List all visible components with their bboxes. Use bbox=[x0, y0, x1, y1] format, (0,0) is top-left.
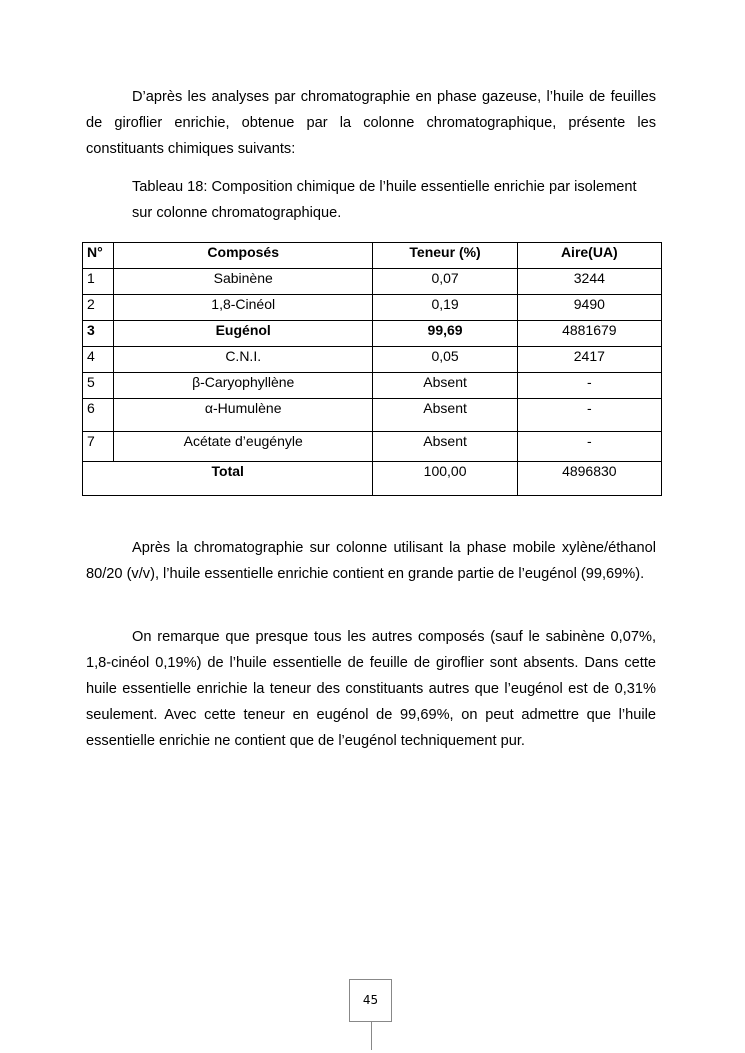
row-aire: 4881679 bbox=[517, 321, 661, 347]
row-teneur: 0,05 bbox=[373, 347, 517, 373]
page-number-divider bbox=[371, 1022, 372, 1050]
row-compound: β-Caryophyllène bbox=[113, 373, 373, 399]
row-no: 7 bbox=[83, 432, 114, 462]
row-compound: C.N.I. bbox=[113, 347, 373, 373]
table-caption: Tableau 18: Composition chimique de l’huile essentielle enrichie par isolement sur colonne chromatographique. bbox=[132, 179, 637, 221]
total-label: Total bbox=[83, 462, 373, 496]
table-row bbox=[83, 399, 662, 432]
row-teneur: 0,19 bbox=[373, 295, 517, 321]
row-teneur: 99,69 bbox=[373, 321, 517, 347]
table-row bbox=[83, 373, 662, 399]
row-compound: Eugénol bbox=[113, 321, 373, 347]
row-no: 4 bbox=[83, 347, 114, 373]
row-aire: 2417 bbox=[517, 347, 661, 373]
row-no: 5 bbox=[83, 373, 114, 399]
row-compound: Acétate d’eugényle bbox=[113, 432, 373, 462]
table-row bbox=[83, 347, 662, 373]
table-row bbox=[83, 269, 662, 295]
row-no: 2 bbox=[83, 295, 114, 321]
table-row bbox=[83, 432, 662, 462]
row-teneur: Absent bbox=[373, 373, 517, 399]
header-teneur: Teneur (%) bbox=[373, 243, 517, 269]
row-teneur: Absent bbox=[373, 399, 517, 432]
result-paragraph: Après la chromatographie sur colonne utilisant la phase mobile xylène/éthanol 80/20 (v/v), l’huile essentielle enrichie contient en grande partie de l’eugénol (99,69%). bbox=[86, 540, 656, 582]
row-aire: 9490 bbox=[517, 295, 661, 321]
row-no: 3 bbox=[83, 321, 114, 347]
total-teneur: 100,00 bbox=[373, 462, 517, 496]
header-composes: Composés bbox=[113, 243, 373, 269]
intro-paragraph: D’après les analyses par chromatographie en phase gazeuse, l’huile de feuilles de giroflier enrichie, obtenue par la colonne chromatographique, présente les constituants chimiques suivants: bbox=[86, 89, 656, 157]
row-compound: Sabinène bbox=[113, 269, 373, 295]
table-total-row bbox=[83, 462, 662, 496]
composition-table bbox=[82, 242, 662, 496]
row-compound: 1,8-Cinéol bbox=[113, 295, 373, 321]
row-aire: 3244 bbox=[517, 269, 661, 295]
row-aire: - bbox=[517, 373, 661, 399]
row-teneur: 0,07 bbox=[373, 269, 517, 295]
remark-paragraph: On remarque que presque tous les autres composés (sauf le sabinène 0,07%, 1,8-cinéol 0,19%) de l’huile essentielle de feuille de giroflier sont absents. Dans cette huile essentielle enrichie la teneur des constituants autres que l’eugénol est de 0,31% seulement. Avec cette teneur en eugénol de 99,69%, on peut admettre que l’huile essentielle enrichie ne contient que de l’eugénol techniquement pur. bbox=[86, 629, 656, 749]
total-aire: 4896830 bbox=[517, 462, 661, 496]
page-number: 45 bbox=[349, 979, 392, 1022]
row-no: 1 bbox=[83, 269, 114, 295]
row-teneur: Absent bbox=[373, 432, 517, 462]
header-aire: Aire(UA) bbox=[517, 243, 661, 269]
row-aire: - bbox=[517, 432, 661, 462]
row-compound: α-Humulène bbox=[113, 399, 373, 432]
table-row bbox=[83, 295, 662, 321]
header-no: N° bbox=[83, 243, 114, 269]
table-header-row bbox=[83, 243, 662, 269]
row-no: 6 bbox=[83, 399, 114, 432]
row-aire: - bbox=[517, 399, 661, 432]
table-row bbox=[83, 321, 662, 347]
